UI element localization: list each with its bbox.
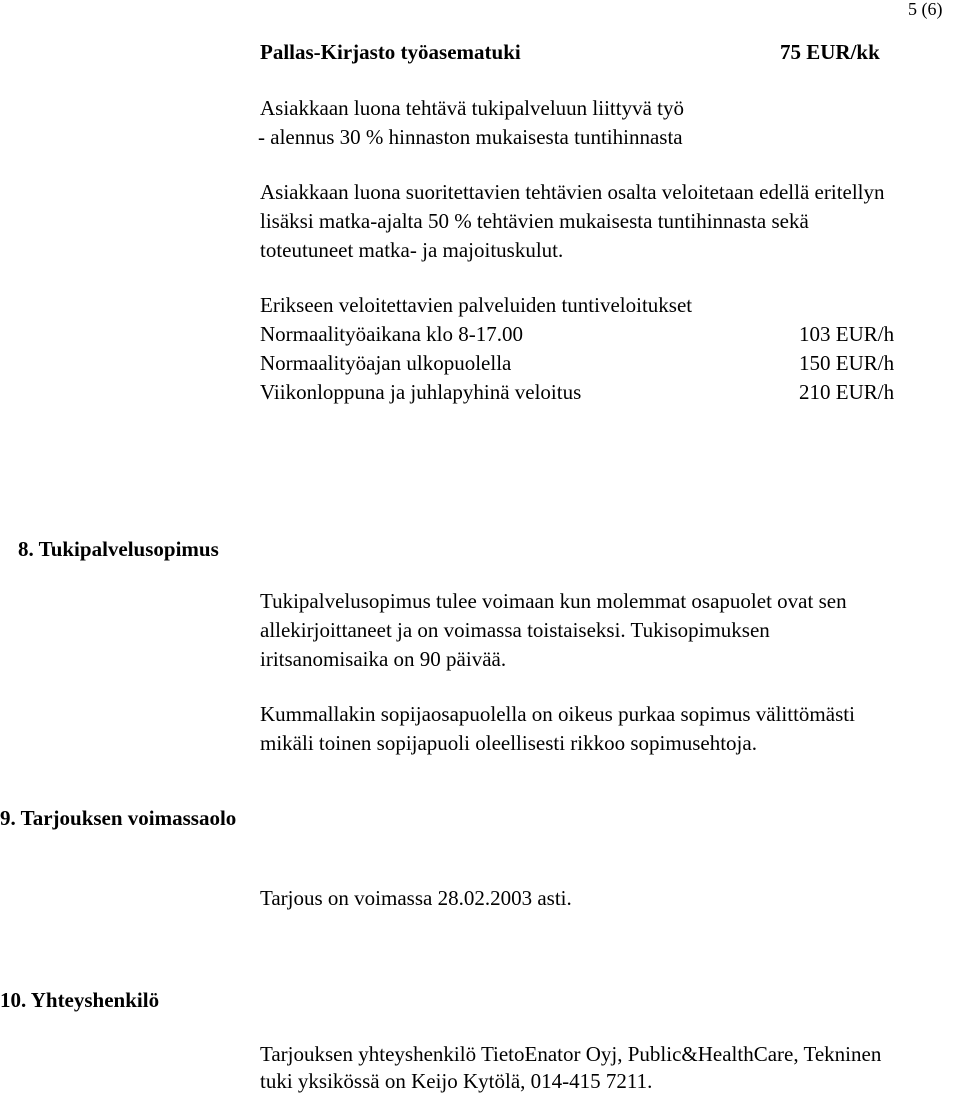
rate-price: 103 EUR/h — [799, 322, 895, 346]
rate-label: Viikonloppuna ja juhlapyhinä veloitus — [260, 380, 582, 404]
onsite-title: Asiakkaan luona tehtävä tukipalveluun liittyvä työ — [260, 96, 684, 120]
rate-price: 150 EUR/h — [799, 351, 895, 375]
travel-line: toteutuneet matka- ja majoituskulut. — [260, 238, 564, 262]
travel-line: lisäksi matka-ajalta 50 % tehtävien mukaisesta tuntihinnasta sekä — [260, 209, 809, 233]
section-9-heading: 9. Tarjouksen voimassaolo — [0, 806, 237, 830]
hourly-heading: Erikseen veloitettavien palveluiden tuntiveloitukset — [260, 293, 693, 317]
section-10-heading: 10. Yhteyshenkilö — [0, 988, 160, 1012]
section-8-heading: 8. Tukipalvelusopimus — [18, 537, 219, 561]
rate-label: Normaalityöajan ulkopuolella — [260, 351, 512, 375]
travel-line: Asiakkaan luona suoritettavien tehtävien osalta veloitetaan edellä eritellyn — [260, 180, 885, 204]
onsite-discount: - alennus 30 % hinnaston mukaisesta tuntihinnasta — [258, 125, 683, 149]
pallas-title: Pallas-Kirjasto työasematuki — [260, 40, 521, 64]
pallas-price: 75 EUR/kk — [780, 40, 880, 64]
paragraph-line: Tukipalvelusopimus tulee voimaan kun molemmat osapuolet ovat sen — [260, 589, 847, 613]
paragraph-line: Kummallakin sopijaosapuolella on oikeus purkaa sopimus välittömästi — [260, 702, 855, 726]
contact-line: tuki yksikössä on Keijo Kytölä, 014-415 7211. — [260, 1069, 653, 1093]
paragraph-line: allekirjoittaneet ja on voimassa toistaiseksi. Tukisopimuksen — [260, 618, 770, 642]
rate-label: Normaalityöaikana klo 8-17.00 — [260, 322, 524, 346]
validity-text: Tarjous on voimassa 28.02.2003 asti. — [260, 886, 572, 910]
page-number: 5 (6) — [908, 0, 943, 19]
rate-price: 210 EUR/h — [799, 380, 895, 404]
paragraph-line: mikäli toinen sopijapuoli oleellisesti rikkoo sopimusehtoja. — [260, 731, 757, 755]
paragraph-line: iritsanomisaika on 90 päivää. — [260, 647, 507, 671]
contact-line: Tarjouksen yhteyshenkilö TietoEnator Oyj, Public&HealthCare, Tekninen — [260, 1042, 882, 1066]
